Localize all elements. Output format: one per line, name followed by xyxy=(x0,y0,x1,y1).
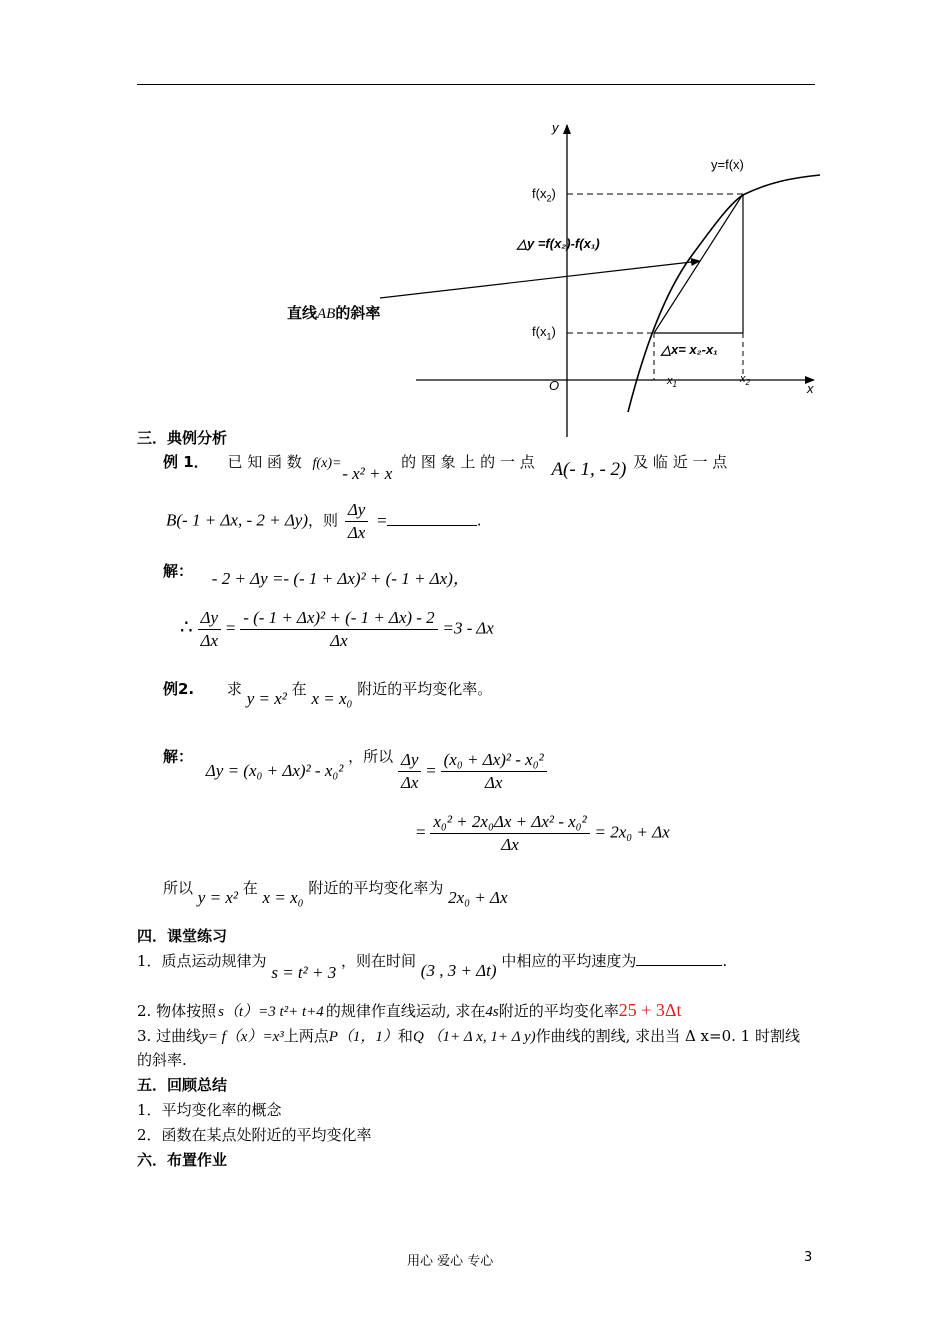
function-curve xyxy=(628,175,820,412)
curve-label: y=f(x) xyxy=(711,157,744,172)
solution-1-result: ∴ $\frac{\Delta y}{\Delta x}$ = $\frac{\text{- (- 1 + Δx)² + (- 1 + Δx) - 2}}{\Delta x}$ =3 - Δx xyxy=(180,608,494,650)
delta-x-label: △x= x₂-x₁ xyxy=(661,342,718,357)
fx2-label: $f(x_2)$ xyxy=(532,186,556,204)
solution-1-line: 解： - 2 + Δy =- (- 1 + Δx)² + (- 1 + Δx)， xyxy=(163,562,470,588)
page-number: 3 xyxy=(804,1250,813,1265)
practice-3: 3. 过曲线y= f（x）=x³上两点P（1，1）和Q （1+ Δ x, 1+ Δ y)作曲线的割线, 求出当 Δ x=0. 1 时割线 xyxy=(137,1027,800,1045)
section-3-title: 三．典例分析 xyxy=(137,429,228,447)
x1-label: $x_1$ xyxy=(667,375,677,390)
x-axis-label: x xyxy=(807,381,814,396)
y-axis-label: y xyxy=(552,120,559,135)
practice-2: 2. 物体按照 s（t）=3 t²+ t+4 的规律作直线运动, 求在4s附近的平均变化率25 + 3Δt xyxy=(137,1000,682,1020)
origin-label: O xyxy=(549,378,560,393)
slope-label: 直线AB的斜率 xyxy=(287,304,381,322)
summary-item-2: 2．函数在某点处附近的平均变化率 xyxy=(137,1126,372,1144)
section-4-title: 四．课堂练习 xyxy=(137,927,228,945)
example-2-line: 例2. 求 y = x² 在 x = x₀ 附近的平均变化率。 xyxy=(163,680,493,708)
practice-1: 1．质点运动规律为 s = t² + 3 ，则在时间 (3 , 3 + Δt) 中相应的平均速度为 . xyxy=(137,952,728,982)
fx1-label: $f(x_1)$ xyxy=(532,324,556,342)
example-1-line: 例 1． 已 知 函 数 f(x)= - x² + x 的 图 象 上 的 一 点 A(- 1, - 2) 及 临 近 一 点 xyxy=(163,453,728,483)
slope-pointer-arrow xyxy=(380,261,700,298)
delta-y-label: △y =f(x₂)-f(x₁) xyxy=(517,236,600,251)
footer-motto: 用心 爱心 专心 xyxy=(407,1254,494,1269)
secant-line-ab xyxy=(654,194,743,333)
secant-slope-figure xyxy=(0,0,950,440)
section-5-title: 五．回顾总结 xyxy=(137,1076,228,1094)
example-2-conclusion: 所以 y = x² 在 x = x₀ 附近的平均变化率为 2x₀ + Δx xyxy=(163,879,508,907)
x2-label: $x_2$ xyxy=(740,373,750,388)
example-1-question: B(- 1 + Δx, - 2 + Δy)，则 $\frac{\Delta y}{\Delta x}$ = . xyxy=(166,500,482,542)
solution-2-line: 解： Δy = (x₀ + Δx)² - x₀² ，所以 $\frac{\Delta y}{\Delta x}$ = $\frac{\text{(x₀ + Δx)² - x₀²}}{\Delta x}$ xyxy=(163,736,547,779)
solution-2-result: = $\frac{\text{x₀² + 2x₀Δx + Δx² - x₀²}}{\Delta x}$ = 2x₀ + Δx xyxy=(416,812,670,854)
practice-3-cont: 的斜率. xyxy=(137,1051,187,1069)
summary-item-1: 1．平均变化率的概念 xyxy=(137,1101,282,1119)
section-6-title: 六．布置作业 xyxy=(137,1151,228,1169)
